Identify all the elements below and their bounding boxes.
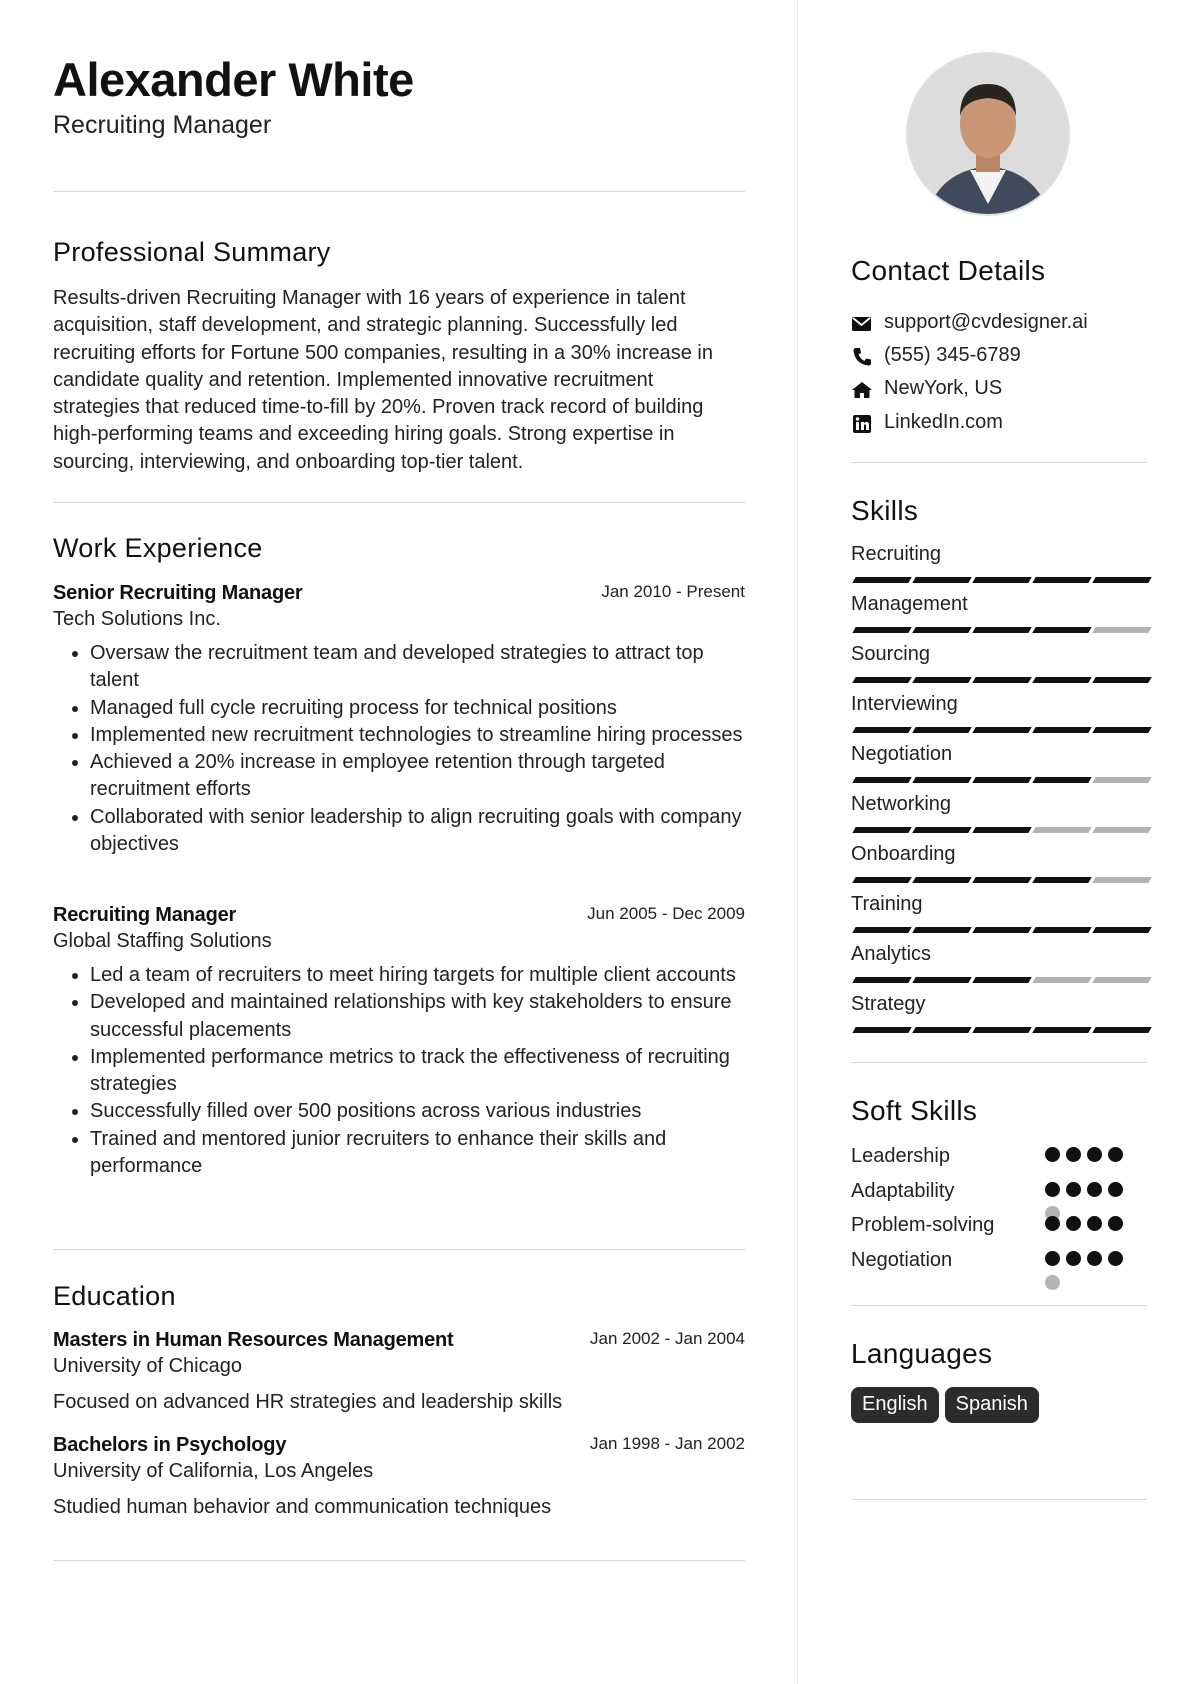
job-bullet: • Led a team of recruiters to meet hiring targets for multiple client accounts <box>90 962 745 989</box>
education-description: Studied human behavior and communication techniques <box>53 1496 552 1518</box>
skill-level-segment <box>852 1027 911 1033</box>
skill-level-segment <box>1032 677 1091 683</box>
skill-name: Training <box>851 893 923 915</box>
skill-level-segment <box>852 677 911 683</box>
skill-name: Analytics <box>851 943 932 965</box>
summary-divider <box>53 502 745 503</box>
skill-item <box>851 593 1147 643</box>
skill-level-segment <box>852 827 911 833</box>
skill-level-segment <box>912 777 971 783</box>
skill-level-segment <box>912 877 971 883</box>
contact-phone-text[interactable]: (555) 345-6789 <box>884 344 1021 366</box>
candidate-role: Recruiting Manager <box>53 111 272 139</box>
job-bullet: • Developed and maintained relationships with key stakeholders to ensure successful placements <box>90 989 745 1044</box>
skill-item <box>851 843 1147 893</box>
soft-skill-rating <box>1045 1216 1135 1246</box>
skill-level-segment <box>1032 577 1091 583</box>
candidate-name: Alexander White <box>53 53 414 106</box>
skill-level-segment <box>972 727 1031 733</box>
skill-level-segment <box>1032 827 1091 833</box>
job-title: Senior Recruiting Manager <box>53 582 303 604</box>
skill-level-segment <box>1032 1027 1091 1033</box>
job-bullet: • Implemented new recruitment technologies to streamline hiring processes <box>90 722 745 749</box>
skills-divider <box>851 1062 1147 1063</box>
skill-name: Networking <box>851 793 952 815</box>
experience-divider <box>53 1249 745 1250</box>
skill-level-segment <box>972 977 1031 983</box>
education-degree: Masters in Human Resources Management <box>53 1329 454 1351</box>
skill-item <box>851 793 1147 843</box>
rating-dot <box>1087 1182 1102 1197</box>
rating-dot <box>1108 1182 1123 1197</box>
rating-dot <box>1066 1251 1081 1266</box>
skill-level-bar <box>851 727 1147 733</box>
skill-level-segment <box>972 877 1031 883</box>
skill-level-bar <box>851 627 1147 633</box>
language-badge: Spanish <box>945 1387 1039 1423</box>
rating-dot <box>1045 1147 1060 1162</box>
portrait-image <box>908 54 1068 214</box>
skill-level-segment <box>912 677 971 683</box>
skill-item <box>851 743 1147 793</box>
soft-skill-item <box>851 1145 1147 1175</box>
skill-level-segment <box>1092 677 1151 683</box>
education-school: University of Chicago <box>53 1355 242 1377</box>
job-company: Global Staffing Solutions <box>53 930 272 952</box>
rating-dot <box>1087 1251 1102 1266</box>
skill-level-bar <box>851 827 1147 833</box>
contact-linkedin <box>851 411 1147 437</box>
skill-level-segment <box>1092 977 1151 983</box>
skill-level-segment <box>1032 727 1091 733</box>
job-bullet: • Managed full cycle recruiting process for technical positions <box>90 695 745 722</box>
rating-dot <box>1108 1147 1123 1162</box>
rating-dot <box>1108 1251 1123 1266</box>
contact-email-text[interactable]: support@cvdesigner.ai <box>884 311 1088 333</box>
job-company: Tech Solutions Inc. <box>53 608 221 630</box>
skill-item <box>851 893 1147 943</box>
job-bullet: • Successfully filled over 500 positions across various industries <box>90 1098 745 1125</box>
soft-skills-title: Soft Skills <box>851 1095 978 1126</box>
job-date: Jan 2010 - Present <box>601 582 745 601</box>
contact-location <box>851 377 1147 403</box>
soft-skill-item <box>851 1249 1147 1279</box>
skill-level-segment <box>852 977 911 983</box>
summary-title: Professional Summary <box>53 237 331 267</box>
rating-dot <box>1066 1182 1081 1197</box>
skill-level-segment <box>1092 627 1151 633</box>
rating-dot <box>1087 1147 1102 1162</box>
column-divider <box>797 0 798 1684</box>
rating-dot <box>1045 1251 1060 1266</box>
skill-level-segment <box>972 1027 1031 1033</box>
skill-name: Onboarding <box>851 843 956 865</box>
home-icon <box>851 379 873 401</box>
rating-dot <box>1087 1216 1102 1231</box>
skill-level-bar <box>851 877 1147 883</box>
skills-title: Skills <box>851 495 919 526</box>
skill-level-segment <box>1092 827 1151 833</box>
job-bullet: • Oversaw the recruitment team and developed strategies to attract top talent <box>90 640 745 695</box>
languages-list <box>851 1387 1045 1423</box>
job-bullet: • Achieved a 20% increase in employee retention through targeted recruitment efforts <box>90 749 745 804</box>
skill-level-segment <box>1032 627 1091 633</box>
job-title: Recruiting Manager <box>53 904 237 926</box>
job-bullets <box>53 962 745 1180</box>
rating-dot <box>1066 1216 1081 1231</box>
skill-level-bar <box>851 927 1147 933</box>
education-degree: Bachelors in Psychology <box>53 1434 287 1456</box>
skill-level-segment <box>972 677 1031 683</box>
soft-skill-name: Adaptability <box>851 1179 955 1202</box>
language-badge: English <box>851 1387 939 1423</box>
skill-level-segment <box>912 977 971 983</box>
skill-level-segment <box>1092 577 1151 583</box>
skill-item <box>851 643 1147 693</box>
skill-level-segment <box>912 627 971 633</box>
skill-level-segment <box>1092 927 1151 933</box>
rating-dot <box>1066 1147 1081 1162</box>
languages-divider <box>851 1499 1147 1500</box>
skill-name: Negotiation <box>851 743 953 765</box>
job-bullet: • Implemented performance metrics to track the effectiveness of recruiting strategies <box>90 1044 745 1099</box>
rating-dot <box>1108 1216 1123 1231</box>
skill-level-segment <box>972 927 1031 933</box>
skill-level-segment <box>852 777 911 783</box>
experience-title: Work Experience <box>53 533 263 563</box>
soft-skill-name: Problem-solving <box>851 1214 995 1236</box>
skill-item <box>851 943 1147 993</box>
education-date: Jan 2002 - Jan 2004 <box>589 1329 745 1348</box>
soft-skill-rating <box>1045 1182 1135 1212</box>
skill-name: Interviewing <box>851 693 958 715</box>
skill-level-segment <box>852 727 911 733</box>
contact-email <box>851 311 1147 337</box>
skill-level-segment <box>912 927 971 933</box>
phone-icon <box>851 346 873 368</box>
skill-item <box>851 543 1147 593</box>
skill-level-bar <box>851 977 1147 983</box>
skill-level-segment <box>1092 777 1151 783</box>
skill-name: Management <box>851 593 968 615</box>
skill-name: Sourcing <box>851 643 930 665</box>
profile-photo <box>906 52 1070 216</box>
soft-skill-rating <box>1045 1251 1135 1281</box>
skill-level-segment <box>972 627 1031 633</box>
rating-dot <box>1045 1275 1060 1290</box>
skill-level-segment <box>972 777 1031 783</box>
education-date: Jan 1998 - Jan 2002 <box>589 1434 745 1453</box>
skill-level-segment <box>912 827 971 833</box>
contact-divider <box>851 462 1147 463</box>
skill-level-segment <box>1092 1027 1151 1033</box>
education-description: Focused on advanced HR strategies and leadership skills <box>53 1391 563 1413</box>
skill-level-bar <box>851 1027 1147 1033</box>
skill-level-segment <box>1092 877 1151 883</box>
envelope-icon <box>851 313 873 335</box>
education-school: University of California, Los Angeles <box>53 1460 374 1482</box>
contact-location-text: NewYork, US <box>884 377 1003 399</box>
skill-level-bar <box>851 677 1147 683</box>
soft-skills-divider <box>851 1305 1147 1306</box>
skill-level-segment <box>972 577 1031 583</box>
skill-level-segment <box>852 877 911 883</box>
skill-level-segment <box>912 577 971 583</box>
skill-level-segment <box>1092 727 1151 733</box>
contact-phone <box>851 344 1147 370</box>
skill-item <box>851 993 1147 1043</box>
soft-skill-item <box>851 1180 1147 1210</box>
languages-title: Languages <box>851 1338 993 1369</box>
skill-item <box>851 693 1147 743</box>
skill-level-segment <box>1032 877 1091 883</box>
job-bullet: • Trained and mentored junior recruiters to enhance their skills and performance <box>90 1126 745 1181</box>
rating-dot <box>1045 1216 1060 1231</box>
skill-name: Strategy <box>851 993 926 1015</box>
job-bullets <box>53 640 745 858</box>
header-divider <box>53 191 745 192</box>
rating-dot <box>1045 1182 1060 1197</box>
skill-level-segment <box>852 627 911 633</box>
contact-title: Contact Details <box>851 255 1046 286</box>
soft-skill-item <box>851 1214 1147 1244</box>
job-date: Jun 2005 - Dec 2009 <box>587 904 745 923</box>
summary-text: Results-driven Recruiting Manager with 16 years of experience in talent acquisition, staff development, and strategic planning. Successfully led recruiting efforts for Fortune 500 companies, resulting in a 30% increase in candidate quality and retention. Implemented innovative recruitment strategies that reduced time-to-fill by 20%. Proven track record of building high-performing teams and exceeding hiring goals. Strong expertise in sourcing, interviewing, and onboarding top-tier talent. <box>53 287 713 473</box>
education-divider <box>53 1560 745 1561</box>
skill-level-segment <box>1032 777 1091 783</box>
education-title: Education <box>53 1281 176 1311</box>
soft-skill-rating <box>1045 1147 1135 1177</box>
soft-skill-name: Negotiation <box>851 1248 953 1271</box>
skill-level-segment <box>912 727 971 733</box>
skill-level-segment <box>912 1027 971 1033</box>
skill-level-segment <box>852 577 911 583</box>
soft-skill-name: Leadership <box>851 1145 950 1167</box>
contact-linkedin-text[interactable]: LinkedIn.com <box>884 411 1003 433</box>
skill-level-segment <box>852 927 911 933</box>
linkedin-icon <box>851 413 873 435</box>
skill-level-segment <box>1032 977 1091 983</box>
skill-level-bar <box>851 777 1147 783</box>
skill-name: Recruiting <box>851 543 942 565</box>
job-bullet: • Collaborated with senior leadership to align recruiting goals with company objectives <box>90 804 745 859</box>
skill-level-segment <box>1032 927 1091 933</box>
skill-level-bar <box>851 577 1147 583</box>
skill-level-segment <box>972 827 1031 833</box>
